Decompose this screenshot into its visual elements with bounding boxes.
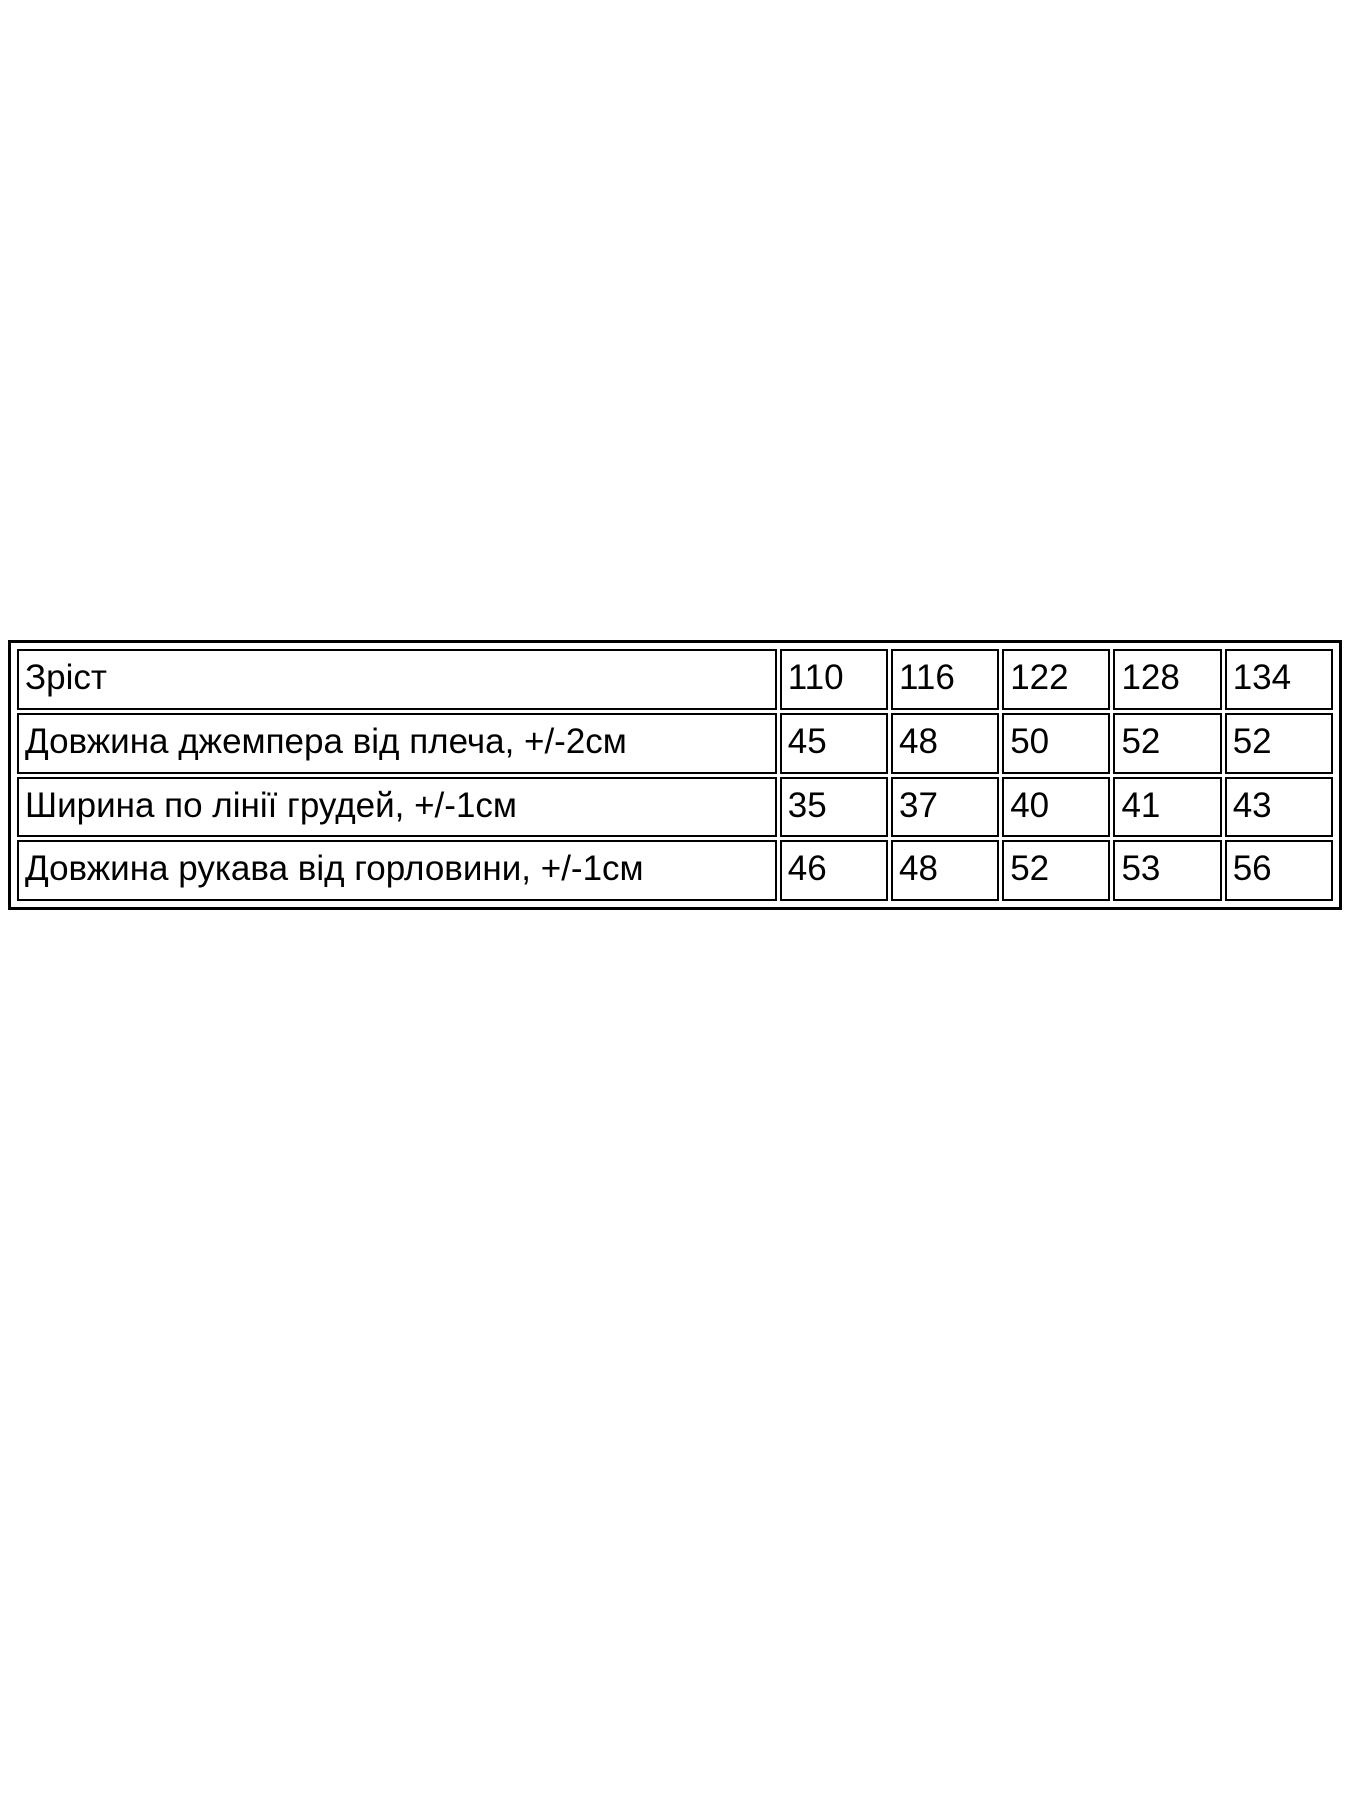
row-value: 52 (1225, 713, 1333, 774)
row-value: 128 (1113, 649, 1221, 710)
row-value: 40 (1002, 777, 1110, 838)
row-value: 37 (891, 777, 999, 838)
row-value: 43 (1225, 777, 1333, 838)
row-value: 48 (891, 840, 999, 901)
size-chart-table (14, 646, 1336, 904)
row-value: 110 (780, 649, 888, 710)
row-label: Довжина джемпера від плеча, +/-2см (17, 713, 777, 774)
row-value: 52 (1113, 713, 1221, 774)
row-value: 46 (780, 840, 888, 901)
row-value: 50 (1002, 713, 1110, 774)
row-value: 48 (891, 713, 999, 774)
row-value: 53 (1113, 840, 1221, 901)
table-row (17, 840, 1333, 901)
row-value: 122 (1002, 649, 1110, 710)
row-label: Ширина по лінії грудей, +/-1см (17, 777, 777, 838)
row-label: Зріст (17, 649, 777, 710)
row-value: 116 (891, 649, 999, 710)
row-value: 35 (780, 777, 888, 838)
table-row (17, 649, 1333, 710)
row-value: 41 (1113, 777, 1221, 838)
row-label: Довжина рукава від горловини, +/-1см (17, 840, 777, 901)
row-value: 134 (1225, 649, 1333, 710)
table-row (17, 713, 1333, 774)
row-value: 45 (780, 713, 888, 774)
size-chart-body (17, 649, 1333, 901)
row-value: 52 (1002, 840, 1110, 901)
row-value: 56 (1225, 840, 1333, 901)
size-chart-container (8, 640, 1342, 910)
table-row (17, 777, 1333, 838)
